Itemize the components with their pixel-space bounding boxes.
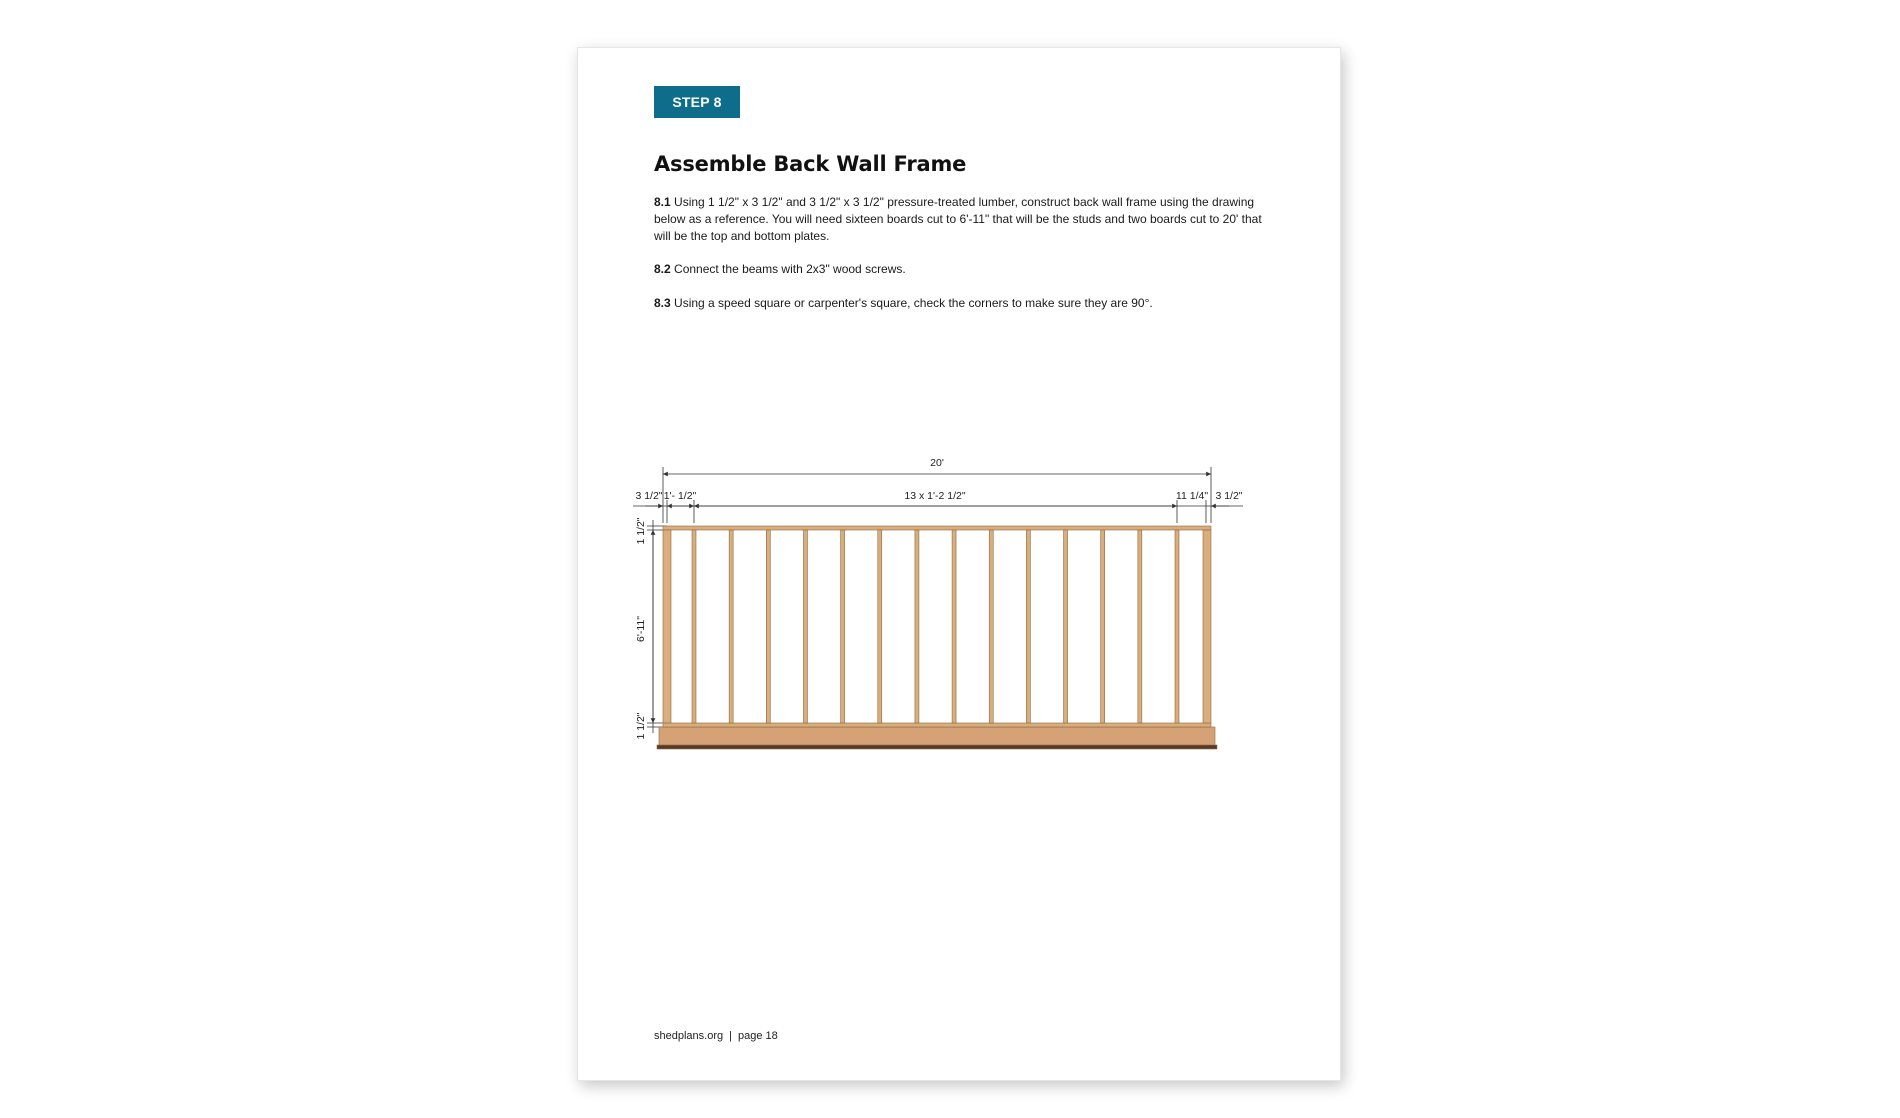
wall-stud [878, 530, 882, 723]
base-beam [659, 727, 1215, 746]
wall-stud [1101, 530, 1105, 723]
dimension-first-spacing: 1'- 1/2" [663, 490, 697, 502]
document-page [577, 47, 1341, 1081]
dimension-last-spacing: 11 1/4" [1175, 490, 1209, 502]
instruction-paragraph [654, 261, 1264, 278]
wall-stud [989, 530, 993, 723]
wall-stud [692, 530, 696, 723]
wall-stud [915, 530, 919, 723]
page-footer [654, 1030, 778, 1042]
footer-separator: | [729, 1030, 732, 1042]
base-strip [657, 745, 1217, 749]
instruction-text: Using a speed square or carpenter's square, check the corners to make sure they are 90°. [674, 296, 1153, 310]
step-badge: STEP 8 [654, 86, 740, 118]
instruction-number: 8.2 [654, 262, 671, 276]
dimension-end-post-left: 3 1/2" [635, 490, 663, 502]
wall-stud [841, 530, 845, 723]
instruction-paragraph [654, 194, 1264, 245]
instruction-number: 8.3 [654, 296, 671, 310]
dimension-end-post-right: 3 1/2" [1215, 490, 1243, 502]
back-wall-frame-drawing [633, 403, 1253, 763]
footer-site: shedplans.org [654, 1030, 724, 1042]
dimension-repeated-spacing: 13 x 1'-2 1/2" [904, 490, 966, 502]
end-post [663, 530, 671, 723]
dimension-top-plate: 1 1/2" [635, 517, 647, 545]
dimension-stud-height: 6'-11" [635, 616, 647, 642]
page-title: Assemble Back Wall Frame [654, 152, 967, 176]
dimension-overall-width: 20' [930, 457, 944, 469]
wall-stud [1026, 530, 1030, 723]
wall-stud [1175, 530, 1179, 723]
bottom-plate [663, 723, 1211, 727]
wall-stud [803, 530, 807, 723]
footer-page-number: page 18 [737, 1030, 778, 1042]
end-post [1203, 530, 1211, 723]
dimension-bottom-plate: 1 1/2" [635, 712, 647, 740]
dimension-lines [633, 467, 1243, 733]
top-plate [663, 526, 1211, 530]
instruction-text: Connect the beams with 2x3" wood screws. [674, 262, 906, 276]
wall-stud [1064, 530, 1068, 723]
instruction-text: Using 1 1/2" x 3 1/2" and 3 1/2" x 3 1/2" pressure-treated lumber, construct back wall frame using the drawing below as a reference. You will need sixteen boards cut to 6'-11" that will be the studs and two boards cut to 20' that will be the top and bottom plates. [654, 195, 1262, 243]
wall-stud [766, 530, 770, 723]
wall-stud [729, 530, 733, 723]
instruction-number: 8.1 [654, 195, 671, 209]
wall-frame [657, 526, 1217, 749]
wall-stud [1138, 530, 1142, 723]
instruction-paragraph [654, 295, 1264, 312]
wall-stud [952, 530, 956, 723]
